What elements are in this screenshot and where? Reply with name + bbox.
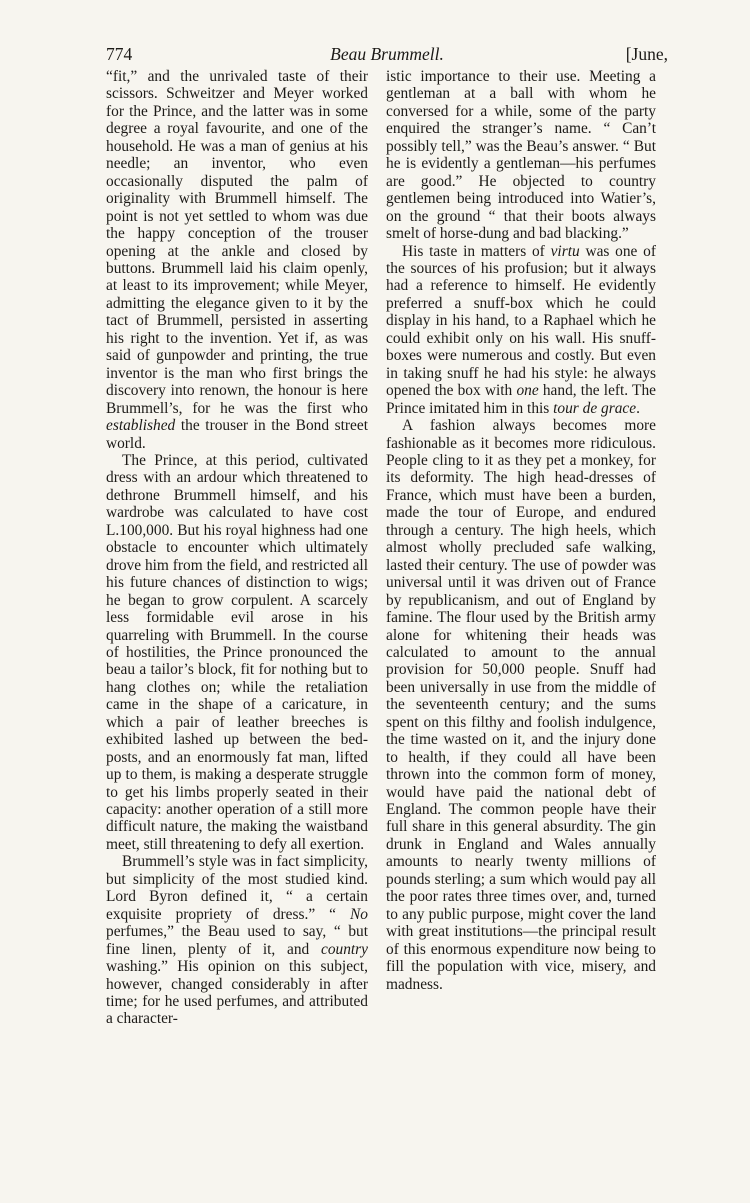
italic-text: country bbox=[320, 940, 368, 958]
text-run: istic importance to their use. Meeting a gentleman at a ball with whom he conversed for a while, some of the party enquired the stranger’s name. “ Can’t possibly tell,” was the Beau’s answer. “ But he is evidently a gentleman—his perfumes are good.” He objected to country gentlemen being introduced into Watier’s, on the ground “ that their boots always smelt of horse-dung and bad blacking.” bbox=[386, 68, 656, 243]
paragraph-lp2 bbox=[106, 452, 368, 853]
text-run: washing.” His opinion on this subject, however, changed considerably in after time; for he used perfumes, and attributed a character- bbox=[106, 958, 368, 1028]
italic-text: virtu bbox=[550, 242, 580, 260]
paragraph-lp3 bbox=[106, 853, 368, 1028]
paragraph-rp3 bbox=[386, 417, 656, 993]
text-run: was one of the sources of his profusion; but it always had a reference to himself. He evidently preferred a snuff-box which he could display in his hand, to a Raphael which he could exhibit only on his wall. His snuff-boxes were numerous and costly. But even in taking snuff he had his style: he always opened the box with bbox=[386, 242, 656, 400]
paragraph-lp1 bbox=[106, 68, 368, 452]
text-run: hand, the left. The Prince imitated him in this bbox=[386, 382, 656, 417]
text-run: perfumes,” the Beau used to say, “ but fine linen, plenty of it, and bbox=[106, 923, 368, 958]
text-run: the trouser in the Bond street world. bbox=[106, 417, 368, 452]
running-header bbox=[106, 44, 668, 68]
italic-text: tour de grace bbox=[553, 399, 637, 417]
text-run: “fit,” and the unrivaled taste of their scissors. Schweitzer and Meyer worked for the Prince, and the latter was in some degree a royal favourite, and one of the household. He was a man of genius at his needle; an inventor, who even occasionally disputed the palm of originality with Brummell himself. The point is not yet settled to whom was due the happy conception of the trouser opening at the ankle and closed by buttons. Brummell laid his claim openly, at least to its improvement; while Meyer, admitting the elegance given to it by the tact of Brummell, persisted in asserting his right to the invention. Yet if, as was said of gunpowder and printing, the true inventor is the man who first brings the discovery into renown, the honour is here Brummell’s, for he was the first who bbox=[106, 68, 368, 417]
page-number: 774 bbox=[106, 44, 133, 64]
running-title: Beau Brummell. bbox=[330, 44, 444, 64]
paragraph-rp1 bbox=[386, 68, 656, 243]
issue-date: [June, bbox=[625, 44, 668, 64]
italic-text: No bbox=[350, 905, 368, 923]
right-column bbox=[386, 68, 656, 993]
italic-text: one bbox=[516, 382, 539, 400]
text-run: Brummell’s style was in fact simplicity, but simplicity of the most studied kind. Lord Byron defined it, “ a certain exquisite propriety of dress.” “ bbox=[106, 853, 368, 923]
italic-text: established bbox=[106, 417, 176, 435]
text-run: . bbox=[636, 399, 640, 417]
paragraph-rp2 bbox=[386, 243, 656, 418]
text-run: His taste in matters of bbox=[402, 242, 551, 260]
left-column bbox=[106, 68, 368, 1028]
text-run: A fashion always becomes more fashionable as it becomes more ridiculous. People cling to it as they pet a monkey, for its deformity. The high head-dresses of France, which must have been a burden, made the tour of Europe, and endured through a century. The high heels, which almost wholly precluded safe walking, lasted their century. The use of powder was universal until it was driven out of France by republicanism, and out of England by famine. The flour used by the British army alone for whitening their heads was calculated to amount to the annual provision for 50,000 people. Snuff had been universally in use from the middle of the seventeenth century; and the sums spent on this filthy and foolish indulgence, the time wasted on it, and the injury done to health, if they could all have been thrown into the common form of money, would have paid the national debt of England. The common people have their full share in this general absurdity. The gin drunk in England and Wales annually amounts to nearly twenty millions of pounds sterling; a sum which would pay all the poor rates three times over, and, turned to any public purpose, might cover the land with great institutions—the principal result of this enormous expenditure now being to fill the population with vice, misery, and madness. bbox=[386, 417, 656, 993]
text-run: The Prince, at this period, cultivated dress with an ardour which threatened to dethrone Brummell himself, and his wardrobe was calculated to have cost L.100,000. But his royal highness had one obstacle to encounter which ultimately drove him from the field, and restricted all his future chances of distinction to wigs; he began to grow corpulent. A scarcely less formidable evil arose in his quarreling with Brummell. In the course of hostilities, the Prince pronounced the beau a tailor’s block, fit for nothing but to hang clothes on; while the retaliation came in the shape of a caricature, in which a pair of leather breeches is exhibited lashed up between the bed-posts, and an enormously fat man, lifted up to them, is making a desperate struggle to get his limbs properly seated in their capacity: another operation of a still more difficult nature, the making the waistband meet, still threatening to defy all exertion. bbox=[106, 451, 368, 853]
